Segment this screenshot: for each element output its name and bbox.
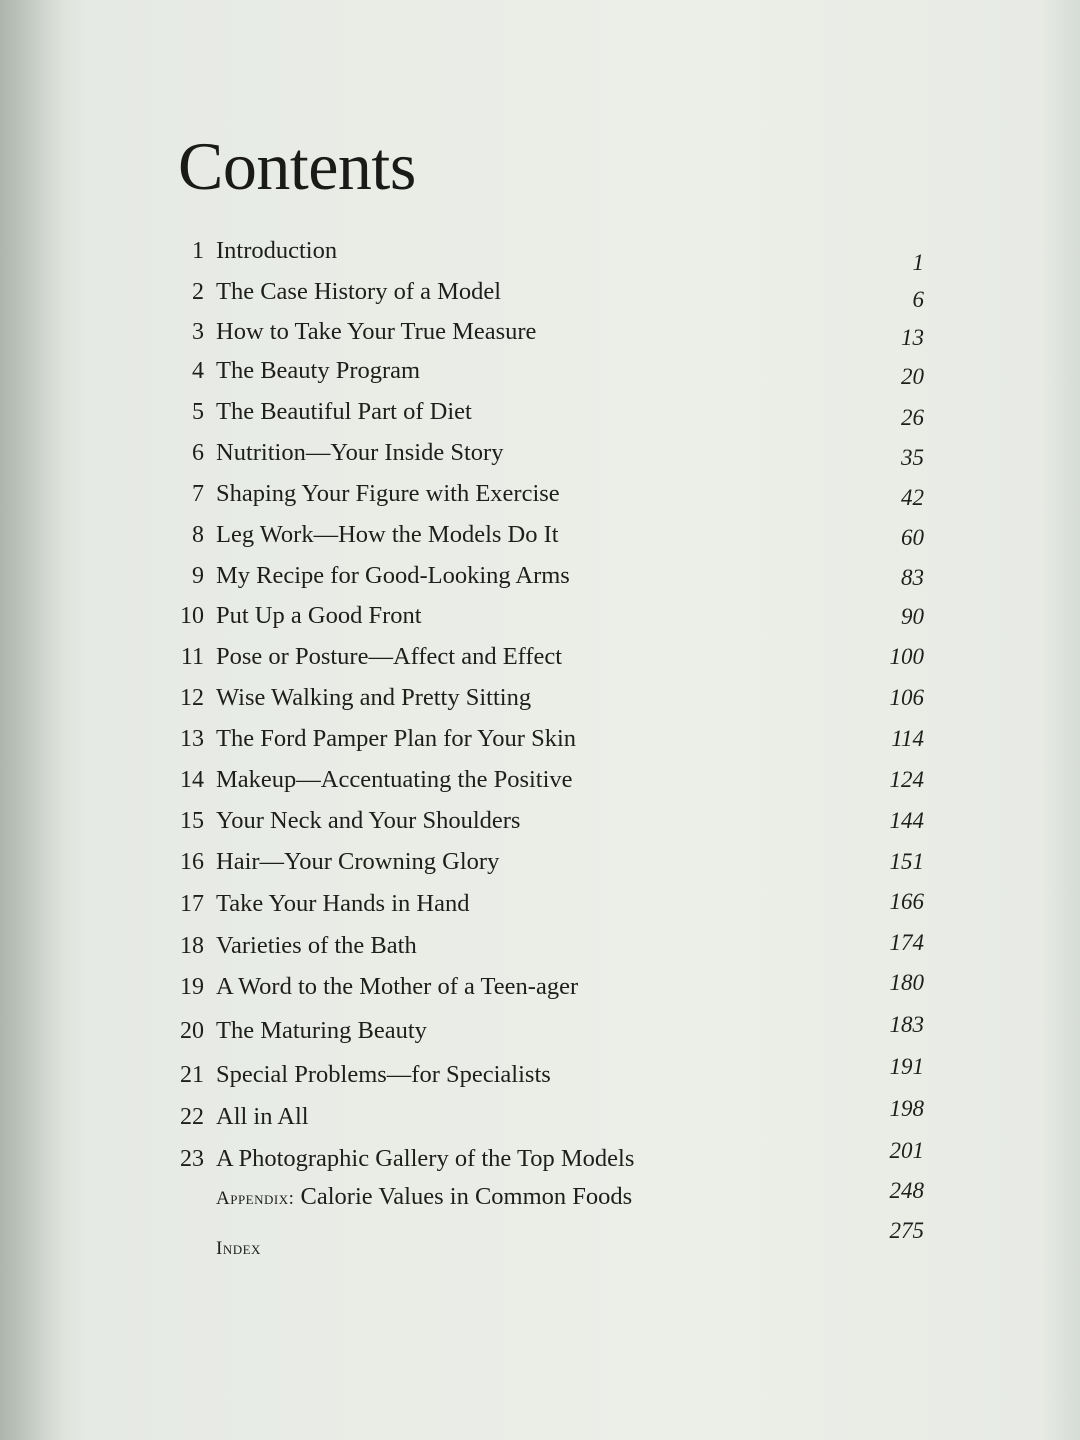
toc-row-9 bbox=[160, 556, 940, 596]
chapter-title: Nutrition—Your Inside Story bbox=[216, 439, 504, 466]
toc-row-16 bbox=[160, 842, 940, 882]
chapter-number: 1 bbox=[192, 238, 204, 264]
toc-row-1 bbox=[160, 231, 940, 275]
chapter-number: 18 bbox=[180, 933, 204, 959]
chapter-page-number: 13 bbox=[901, 325, 924, 350]
toc-row-3 bbox=[160, 312, 940, 352]
toc-row-6 bbox=[160, 433, 940, 473]
chapter-title: Put Up a Good Front bbox=[216, 602, 422, 629]
toc-row-18 bbox=[160, 926, 940, 966]
chapter-page-number: 60 bbox=[901, 525, 924, 550]
page-title: Contents bbox=[178, 128, 416, 204]
chapter-page-number: 166 bbox=[889, 889, 924, 914]
chapter-title: Pose or Posture—Affect and Effect bbox=[216, 643, 563, 670]
chapter-title: The Ford Pamper Plan for Your Skin bbox=[216, 725, 577, 752]
chapter-number: 2 bbox=[192, 279, 204, 305]
chapter-number: 20 bbox=[180, 1018, 204, 1044]
chapter-number: 6 bbox=[192, 440, 204, 466]
chapter-title: The Beauty Program bbox=[216, 357, 421, 384]
chapter-page-number: 151 bbox=[889, 849, 924, 874]
chapter-page-number: 35 bbox=[901, 445, 924, 470]
chapter-number: 19 bbox=[180, 974, 204, 1000]
chapter-number: 3 bbox=[192, 319, 204, 345]
chapter-number: 14 bbox=[180, 767, 204, 793]
toc-row-13 bbox=[160, 719, 940, 759]
index-label: Index bbox=[216, 1238, 261, 1259]
toc-row-4 bbox=[160, 351, 940, 391]
chapter-number: 8 bbox=[192, 522, 204, 548]
chapter-number: 21 bbox=[180, 1062, 204, 1088]
chapter-page-number: 180 bbox=[889, 970, 924, 995]
toc-row-8 bbox=[160, 515, 940, 555]
chapter-title: The Case History of a Model bbox=[216, 278, 502, 305]
chapter-title: Your Neck and Your Shoulders bbox=[216, 807, 521, 834]
chapter-page-number: 20 bbox=[901, 364, 924, 389]
toc-row-5 bbox=[160, 392, 940, 432]
chapter-page-number: 114 bbox=[891, 726, 924, 751]
chapter-number: 16 bbox=[180, 849, 204, 875]
chapter-page-number: 198 bbox=[889, 1096, 924, 1121]
toc-row-19 bbox=[160, 967, 940, 1007]
chapter-title: Makeup—Accentuating the Positive bbox=[216, 766, 573, 793]
toc-row-appendix bbox=[160, 1177, 940, 1217]
index-page-number: 275 bbox=[889, 1218, 924, 1243]
chapter-title: The Beautiful Part of Diet bbox=[216, 398, 472, 425]
chapter-number: 11 bbox=[180, 644, 204, 670]
chapter-title: A Word to the Mother of a Teen-ager bbox=[216, 973, 579, 1000]
chapter-page-number: 124 bbox=[889, 767, 924, 792]
chapter-page-number: 100 bbox=[889, 644, 924, 669]
chapter-number: 7 bbox=[192, 481, 204, 507]
chapter-number: 15 bbox=[180, 808, 204, 834]
toc-row-7 bbox=[160, 474, 940, 514]
toc-row-11 bbox=[160, 637, 940, 677]
chapter-page-number: 201 bbox=[889, 1138, 924, 1163]
toc-row-10 bbox=[160, 596, 940, 636]
chapter-number: 5 bbox=[192, 399, 204, 425]
chapter-title: Special Problems—for Specialists bbox=[216, 1061, 551, 1088]
chapter-page-number: 191 bbox=[889, 1054, 924, 1079]
toc-row-22 bbox=[160, 1097, 940, 1137]
chapter-title: The Maturing Beauty bbox=[216, 1017, 427, 1044]
chapter-page-number: 6 bbox=[912, 287, 924, 312]
chapter-number: 17 bbox=[180, 891, 204, 917]
toc-row-index bbox=[160, 1218, 940, 1267]
chapter-number: 13 bbox=[180, 726, 204, 752]
toc-row-15 bbox=[160, 801, 940, 841]
chapter-number: 12 bbox=[180, 685, 204, 711]
toc-row-12 bbox=[160, 678, 940, 718]
chapter-page-number: 183 bbox=[889, 1012, 924, 1037]
chapter-title: Shaping Your Figure with Exercise bbox=[216, 480, 560, 507]
chapter-number: 9 bbox=[192, 563, 204, 589]
toc-row-21 bbox=[160, 1055, 940, 1095]
chapter-page-number: 1 bbox=[912, 250, 924, 275]
chapter-title: How to Take Your True Measure bbox=[216, 318, 537, 345]
chapter-title: All in All bbox=[216, 1103, 309, 1130]
chapter-page-number: 90 bbox=[901, 604, 924, 629]
toc-row-17 bbox=[160, 884, 940, 924]
chapter-title: Introduction bbox=[216, 237, 338, 264]
toc-row-23 bbox=[160, 1139, 940, 1179]
chapter-title: Leg Work—How the Models Do It bbox=[216, 521, 559, 548]
toc-row-20 bbox=[160, 1011, 940, 1051]
index-entry bbox=[216, 1227, 261, 1269]
chapter-title: A Photographic Gallery of the Top Models bbox=[216, 1145, 635, 1172]
chapter-page-number: 174 bbox=[889, 930, 924, 955]
chapter-page-number: 83 bbox=[901, 565, 924, 590]
chapter-page-number: 144 bbox=[889, 808, 924, 833]
chapter-title: Hair—Your Crowning Glory bbox=[216, 848, 500, 875]
chapter-page-number: 42 bbox=[901, 485, 924, 510]
appendix-title: Calorie Values in Common Foods bbox=[300, 1183, 633, 1210]
appendix-page-number: 248 bbox=[889, 1178, 924, 1203]
chapter-number: 10 bbox=[180, 603, 204, 629]
chapter-title: Take Your Hands in Hand bbox=[216, 890, 470, 917]
chapter-title: Wise Walking and Pretty Sitting bbox=[216, 684, 532, 711]
chapter-number: 22 bbox=[180, 1104, 204, 1130]
chapter-number: 23 bbox=[180, 1146, 204, 1172]
appendix-entry bbox=[216, 1177, 632, 1219]
appendix-prefix: Appendix: bbox=[216, 1188, 295, 1209]
chapter-title: Varieties of the Bath bbox=[216, 932, 417, 959]
toc-row-14 bbox=[160, 760, 940, 800]
chapter-number: 4 bbox=[192, 358, 204, 384]
chapter-title: My Recipe for Good-Looking Arms bbox=[216, 562, 570, 589]
chapter-page-number: 26 bbox=[901, 405, 924, 430]
chapter-page-number: 106 bbox=[889, 685, 924, 710]
toc-row-2 bbox=[160, 272, 940, 312]
